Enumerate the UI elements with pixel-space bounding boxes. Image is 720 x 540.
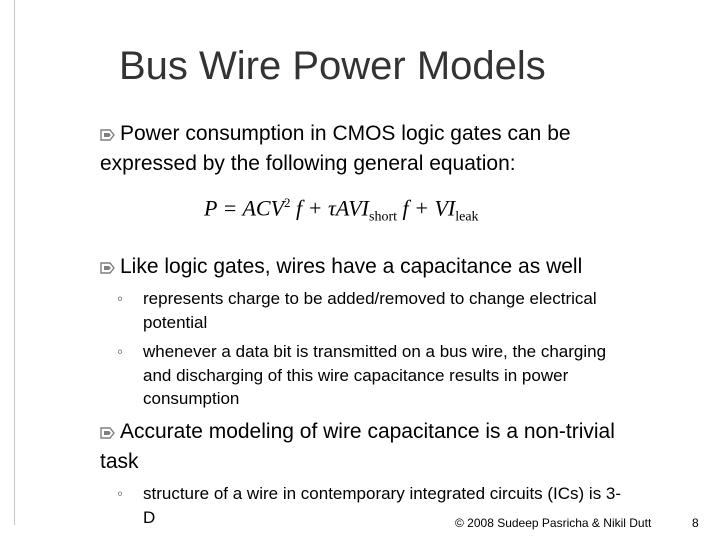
sub-bullet-marker: ◦ (117, 289, 124, 308)
bullet-2-line-1: Like logic gates, wires have a capacitance as well (120, 255, 583, 278)
equation-lhs: P = ACV (204, 195, 285, 221)
sub-bullet-1 (117, 287, 692, 334)
sub-bullet-1-line-1: represents charge to be added/removed to change electrical (143, 289, 597, 308)
slide-frame-left (14, 25, 15, 525)
slide-frame-top (14, 0, 15, 25)
sub-bullet-marker: ◦ (117, 484, 124, 503)
flag-bullet-icon (100, 426, 118, 440)
equation-term2: f + VI (402, 195, 456, 221)
sub-bullet-1-line-2: potential (143, 312, 208, 332)
equation-term1: f + τAVI (296, 195, 369, 221)
slide-title: Bus Wire Power Models (119, 44, 546, 88)
bullet-3 (100, 417, 700, 477)
bullet-3-line-1: Accurate modeling of wire capacitance is a non-trivial (120, 420, 615, 443)
bullet-2 (100, 252, 700, 282)
footer-credit: © 2008 Sudeep Pasricha & Nikil Dutt (455, 516, 652, 530)
equation-sub-leak: leak (455, 209, 479, 225)
bullet-3-line-2: task (100, 450, 139, 473)
flag-bullet-icon (100, 128, 118, 142)
equation-sub-short: short (369, 209, 397, 225)
bullet-1-line-1: Power consumption in CMOS logic gates can be (120, 122, 571, 145)
equation-exponent: 2 (284, 195, 291, 210)
sub-bullet-3-line-2: D (143, 507, 156, 527)
sub-bullet-2-line-2: and discharging of this wire capacitance results in power (143, 365, 569, 385)
bullet-1-line-2: expressed by the following general equation: (100, 152, 516, 175)
flag-bullet-icon (100, 261, 118, 275)
sub-bullet-3-line-1: structure of a wire in contemporary integrated circuits (ICs) is 3- (143, 484, 622, 503)
footer-page-number: 8 (692, 516, 699, 530)
sub-bullet-2 (117, 340, 692, 411)
sub-bullet-2-line-1: whenever a data bit is transmitted on a bus wire, the charging (143, 342, 607, 361)
power-equation (204, 195, 479, 226)
sub-bullet-marker: ◦ (117, 342, 124, 361)
sub-bullet-2-line-3: consumption (143, 389, 240, 408)
bullet-1 (100, 119, 700, 179)
